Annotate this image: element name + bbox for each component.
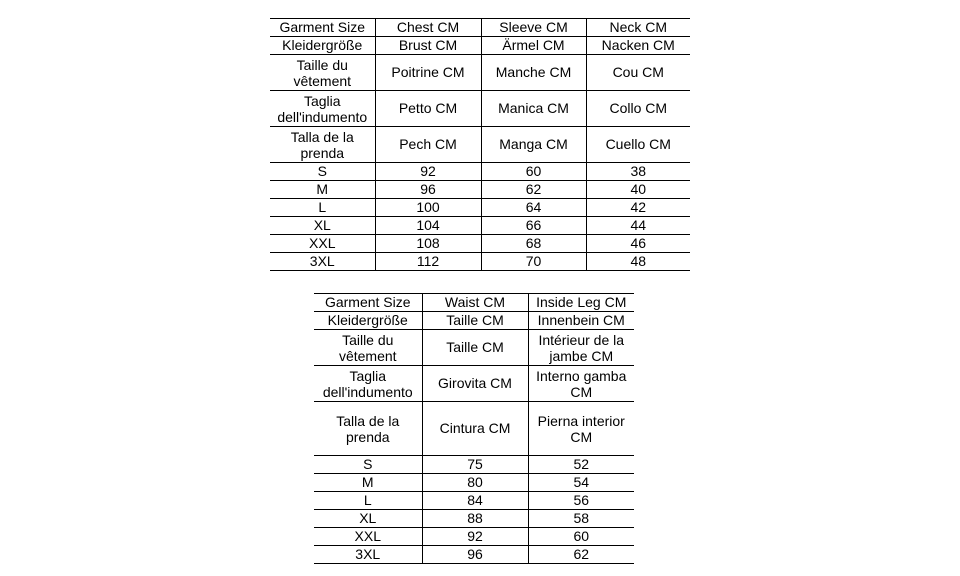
table-header-row bbox=[270, 19, 690, 37]
sleeve-cell: 66 bbox=[481, 217, 586, 235]
waist-cell: 92 bbox=[422, 528, 528, 546]
table-header-cell: Chest CM bbox=[375, 19, 481, 37]
table-row bbox=[314, 456, 634, 474]
chest-cell: 104 bbox=[375, 217, 481, 235]
table-header-cell: Petto CM bbox=[375, 91, 481, 127]
table-row bbox=[314, 546, 634, 564]
table-header-cell: Collo CM bbox=[586, 91, 690, 127]
waist-cell: 88 bbox=[422, 510, 528, 528]
size-cell: XXL bbox=[270, 235, 375, 253]
waist-cell: 75 bbox=[422, 456, 528, 474]
sleeve-cell: 68 bbox=[481, 235, 586, 253]
sleeve-cell: 64 bbox=[481, 199, 586, 217]
table-header-cell: Taglia dell'indumento bbox=[270, 91, 375, 127]
table-row bbox=[270, 235, 690, 253]
table-header-cell: Girovita CM bbox=[422, 366, 528, 402]
chest-cell: 100 bbox=[375, 199, 481, 217]
table-header-cell: Ärmel CM bbox=[481, 37, 586, 55]
table-row bbox=[314, 528, 634, 546]
table-header-cell: Taglia dell'indumento bbox=[314, 366, 422, 402]
table-header-cell: Sleeve CM bbox=[481, 19, 586, 37]
inside-leg-cell: 54 bbox=[528, 474, 634, 492]
size-cell: 3XL bbox=[270, 253, 375, 271]
table-header-cell: Talla de la prenda bbox=[314, 402, 422, 456]
table-row bbox=[314, 492, 634, 510]
chest-sleeve-neck-size-table bbox=[270, 18, 690, 271]
table-header-cell: Poitrine CM bbox=[375, 55, 481, 91]
table-header-cell: Garment Size bbox=[314, 294, 422, 312]
inside-leg-cell: 58 bbox=[528, 510, 634, 528]
table-header-cell: Taille du vêtement bbox=[314, 330, 422, 366]
inside-leg-cell: 56 bbox=[528, 492, 634, 510]
table-header-cell: Taille CM bbox=[422, 330, 528, 366]
table-header-row bbox=[314, 294, 634, 312]
neck-cell: 46 bbox=[586, 235, 690, 253]
table-header-row bbox=[270, 55, 690, 91]
size-cell: M bbox=[314, 474, 422, 492]
table-header-cell: Garment Size bbox=[270, 19, 375, 37]
table-header-row bbox=[270, 37, 690, 55]
waist-inside-leg-size-table bbox=[314, 293, 634, 564]
size-cell: S bbox=[270, 163, 375, 181]
table-header-cell: Kleidergröße bbox=[314, 312, 422, 330]
table-header-cell: Manga CM bbox=[481, 127, 586, 163]
size-cell: L bbox=[270, 199, 375, 217]
table-header-cell: Waist CM bbox=[422, 294, 528, 312]
size-cell: XL bbox=[270, 217, 375, 235]
inside-leg-cell: 60 bbox=[528, 528, 634, 546]
sleeve-cell: 60 bbox=[481, 163, 586, 181]
inside-leg-cell: 52 bbox=[528, 456, 634, 474]
table-header-cell: Intérieur de la jambe CM bbox=[528, 330, 634, 366]
size-cell: 3XL bbox=[314, 546, 422, 564]
table-header-cell: Cintura CM bbox=[422, 402, 528, 456]
neck-cell: 40 bbox=[586, 181, 690, 199]
table-header-cell: Manche CM bbox=[481, 55, 586, 91]
chest-cell: 92 bbox=[375, 163, 481, 181]
table-header-cell: Cou CM bbox=[586, 55, 690, 91]
chest-cell: 108 bbox=[375, 235, 481, 253]
size-cell: XXL bbox=[314, 528, 422, 546]
table-header-row bbox=[314, 402, 634, 456]
table-header-cell: Cuello CM bbox=[586, 127, 690, 163]
table-header-cell: Interno gamba CM bbox=[528, 366, 634, 402]
table-header-cell: Talla de la prenda bbox=[270, 127, 375, 163]
table-row bbox=[270, 217, 690, 235]
table-header-cell: Neck CM bbox=[586, 19, 690, 37]
chest-cell: 96 bbox=[375, 181, 481, 199]
table-header-row bbox=[314, 330, 634, 366]
neck-cell: 38 bbox=[586, 163, 690, 181]
size-cell: S bbox=[314, 456, 422, 474]
table-row bbox=[270, 253, 690, 271]
size-cell: L bbox=[314, 492, 422, 510]
table-header-row bbox=[314, 312, 634, 330]
table-header-cell: Inside Leg CM bbox=[528, 294, 634, 312]
table-header-row bbox=[314, 366, 634, 402]
table-header-cell: Manica CM bbox=[481, 91, 586, 127]
table-header-cell: Innenbein CM bbox=[528, 312, 634, 330]
table-header-row bbox=[270, 127, 690, 163]
table-header-cell: Pierna interior CM bbox=[528, 402, 634, 456]
waist-cell: 80 bbox=[422, 474, 528, 492]
table-header-row bbox=[270, 91, 690, 127]
table-row bbox=[270, 199, 690, 217]
waist-cell: 84 bbox=[422, 492, 528, 510]
table-header-cell: Taille du vêtement bbox=[270, 55, 375, 91]
table-row bbox=[314, 474, 634, 492]
inside-leg-cell: 62 bbox=[528, 546, 634, 564]
table-header-cell: Taille CM bbox=[422, 312, 528, 330]
waist-cell: 96 bbox=[422, 546, 528, 564]
table-header-cell: Pech CM bbox=[375, 127, 481, 163]
size-cell: XL bbox=[314, 510, 422, 528]
neck-cell: 44 bbox=[586, 217, 690, 235]
chest-cell: 112 bbox=[375, 253, 481, 271]
neck-cell: 42 bbox=[586, 199, 690, 217]
sleeve-cell: 70 bbox=[481, 253, 586, 271]
table-header-cell: Kleidergröße bbox=[270, 37, 375, 55]
table-row bbox=[314, 510, 634, 528]
table-header-cell: Nacken CM bbox=[586, 37, 690, 55]
table-header-cell: Brust CM bbox=[375, 37, 481, 55]
table-row bbox=[270, 163, 690, 181]
size-cell: M bbox=[270, 181, 375, 199]
table-row bbox=[270, 181, 690, 199]
sleeve-cell: 62 bbox=[481, 181, 586, 199]
neck-cell: 48 bbox=[586, 253, 690, 271]
